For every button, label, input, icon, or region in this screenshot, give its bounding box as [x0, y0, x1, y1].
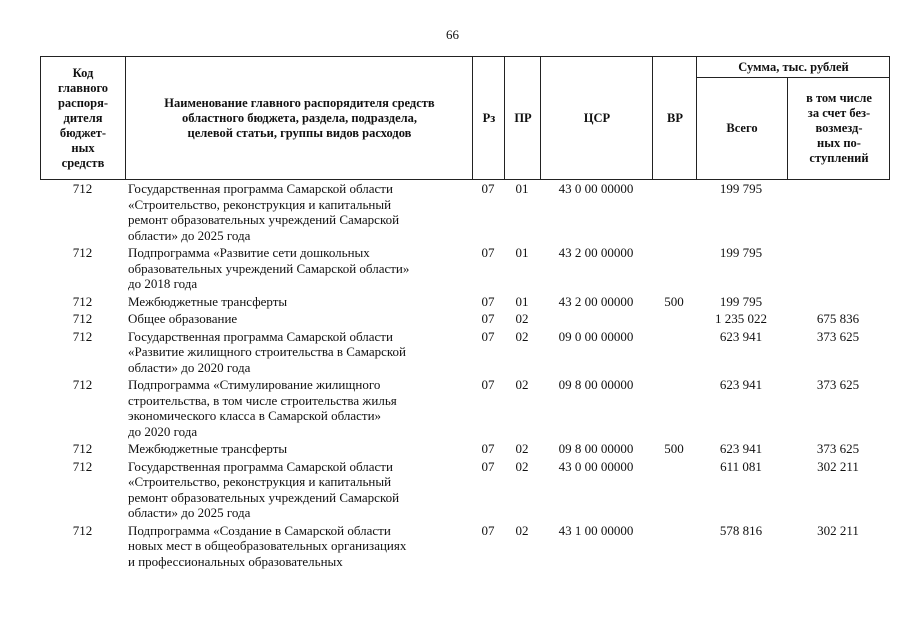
table-body [40, 180, 890, 571]
row-name [128, 459, 473, 521]
text-line: Подпрограмма «Создание в Самарской области [128, 522, 391, 538]
row-rz: 07 [481, 458, 495, 474]
row-code: 712 [72, 522, 93, 538]
text-line: Межбюджетные трансферты [128, 441, 288, 456]
text-line: Общее образование [128, 311, 238, 326]
row-vr: 500 [664, 293, 684, 309]
row-rz: 07 [481, 311, 495, 326]
text-line: «Развитие жилищного строительства в Самарской [128, 344, 406, 359]
row-total: 578 816 [719, 522, 763, 538]
row-total: 199 795 [719, 181, 763, 196]
row-code: 712 [72, 245, 93, 260]
table-row [40, 294, 890, 312]
row-pr: 02 [515, 311, 529, 326]
row-rz: 07 [481, 293, 495, 309]
row-csr: 09 8 00 00000 [558, 377, 634, 392]
row-code: 712 [72, 311, 93, 326]
text-line: распоря- [57, 95, 109, 110]
row-name [128, 377, 473, 439]
row-name [128, 441, 473, 457]
row-csr: 43 2 00 00000 [558, 293, 634, 309]
row-pr: 01 [515, 181, 529, 196]
table-row [40, 377, 890, 441]
row-incl: 675 836 [816, 311, 860, 326]
text-line: до 2020 года [128, 423, 198, 439]
header-rz: Рз [482, 110, 496, 125]
row-name [128, 245, 473, 292]
text-line: новых мест в общеобразовательных организациях [128, 538, 407, 553]
row-total: 199 795 [719, 245, 763, 260]
page-number: 66 [446, 27, 459, 42]
row-rz: 07 [481, 245, 495, 260]
text-line: Межбюджетные трансферты [128, 293, 288, 309]
table-row [40, 459, 890, 523]
row-pr: 02 [515, 377, 529, 392]
text-line: Подпрограмма «Развитие сети дошкольных [128, 245, 370, 260]
text-line: областного бюджета, раздела, подраздела, [181, 110, 418, 125]
row-pr: 02 [515, 328, 529, 344]
table-row [40, 523, 890, 572]
row-name [128, 311, 473, 327]
header-code [41, 57, 125, 179]
row-incl: 373 625 [816, 328, 860, 344]
text-line: экономического класса в Самарской области» [128, 408, 382, 423]
row-pr: 02 [515, 458, 529, 474]
row-pr: 02 [515, 522, 529, 538]
text-line: дителя [63, 110, 103, 125]
header-name [126, 57, 473, 179]
row-pr: 02 [515, 441, 529, 456]
text-line: ремонт образовательных учреждений Самарской [128, 212, 400, 227]
row-pr: 01 [515, 293, 529, 309]
table-row [40, 441, 890, 459]
row-code: 712 [72, 458, 93, 474]
row-name [128, 329, 473, 376]
text-line: средств [61, 155, 105, 170]
row-total: 199 795 [719, 293, 763, 309]
text-line: Государственная программа Самарской области [128, 458, 393, 474]
table-row [40, 329, 890, 378]
header-vr: ВР [667, 110, 683, 125]
table-header [40, 56, 890, 180]
row-incl: 373 625 [816, 441, 860, 456]
text-line: за счет без- [807, 106, 871, 120]
text-line: целевой статьи, группы видов расходов [187, 125, 412, 140]
text-line: области» до 2025 года [128, 505, 251, 520]
table-row [40, 181, 890, 245]
row-code: 712 [72, 328, 93, 344]
row-incl: 302 211 [817, 522, 859, 538]
header-csr: ЦСР [583, 110, 611, 125]
table-row [40, 245, 890, 294]
row-code: 712 [72, 377, 93, 392]
row-vr: 500 [664, 441, 684, 456]
row-rz: 07 [481, 441, 495, 456]
header-incl [788, 78, 890, 179]
text-line: бюджет- [59, 125, 107, 140]
row-csr: 43 1 00 00000 [558, 522, 634, 538]
text-line: Подпрограмма «Стимулирование жилищного [128, 377, 381, 392]
row-incl: 373 625 [816, 377, 860, 392]
budget-table [40, 56, 890, 571]
text-line: главного [57, 80, 109, 95]
text-line: образовательных учреждений Самарской области» [128, 260, 410, 276]
row-csr: 43 2 00 00000 [558, 245, 634, 260]
text-line: в том числе [806, 91, 872, 105]
row-name [128, 294, 473, 310]
row-pr: 01 [515, 245, 529, 260]
text-line: ных [71, 140, 95, 155]
text-line: ных по- [817, 136, 861, 150]
text-line: Государственная программа Самарской области [128, 181, 393, 196]
text-line: возмезд- [815, 121, 863, 135]
row-incl: 302 211 [817, 458, 859, 474]
row-csr: 09 0 00 00000 [558, 328, 634, 344]
text-line: Код [72, 65, 94, 80]
row-total: 623 941 [719, 328, 763, 344]
text-line: «Строительство, реконструкция и капитальный [128, 474, 392, 489]
text-line: «Строительство, реконструкция и капитальный [128, 196, 392, 212]
row-total: 623 941 [719, 377, 763, 392]
row-csr: 43 0 00 00000 [558, 181, 634, 196]
row-code: 712 [72, 181, 93, 196]
row-rz: 07 [481, 181, 495, 196]
row-name [128, 523, 473, 570]
row-total: 623 941 [719, 441, 763, 456]
text-line: Наименование главного распорядителя средств [164, 95, 435, 110]
text-line: и профессиональных образовательных [128, 553, 343, 569]
text-line: до 2018 года [128, 276, 198, 291]
row-rz: 07 [481, 328, 495, 344]
row-rz: 07 [481, 377, 495, 392]
header-total: Всего [726, 121, 758, 135]
row-csr: 09 8 00 00000 [558, 441, 634, 456]
text-line: ступлений [809, 151, 869, 165]
header-pr: ПР [514, 110, 532, 125]
row-name [128, 181, 473, 243]
header-sum: Сумма, тыс. рублей [738, 59, 849, 74]
row-total: 1 235 022 [715, 311, 767, 326]
row-code: 712 [72, 293, 93, 309]
text-line: строительства, в том числе строительства жилья [128, 392, 397, 408]
row-code: 712 [72, 441, 93, 456]
text-line: области» до 2020 года [128, 359, 251, 375]
row-total: 611 081 [720, 458, 762, 474]
row-rz: 07 [481, 522, 495, 538]
text-line: области» до 2025 года [128, 227, 251, 243]
table-row [40, 311, 890, 329]
row-csr: 43 0 00 00000 [558, 458, 634, 474]
text-line: ремонт образовательных учреждений Самарской [128, 489, 400, 505]
text-line: Государственная программа Самарской области [128, 328, 393, 344]
